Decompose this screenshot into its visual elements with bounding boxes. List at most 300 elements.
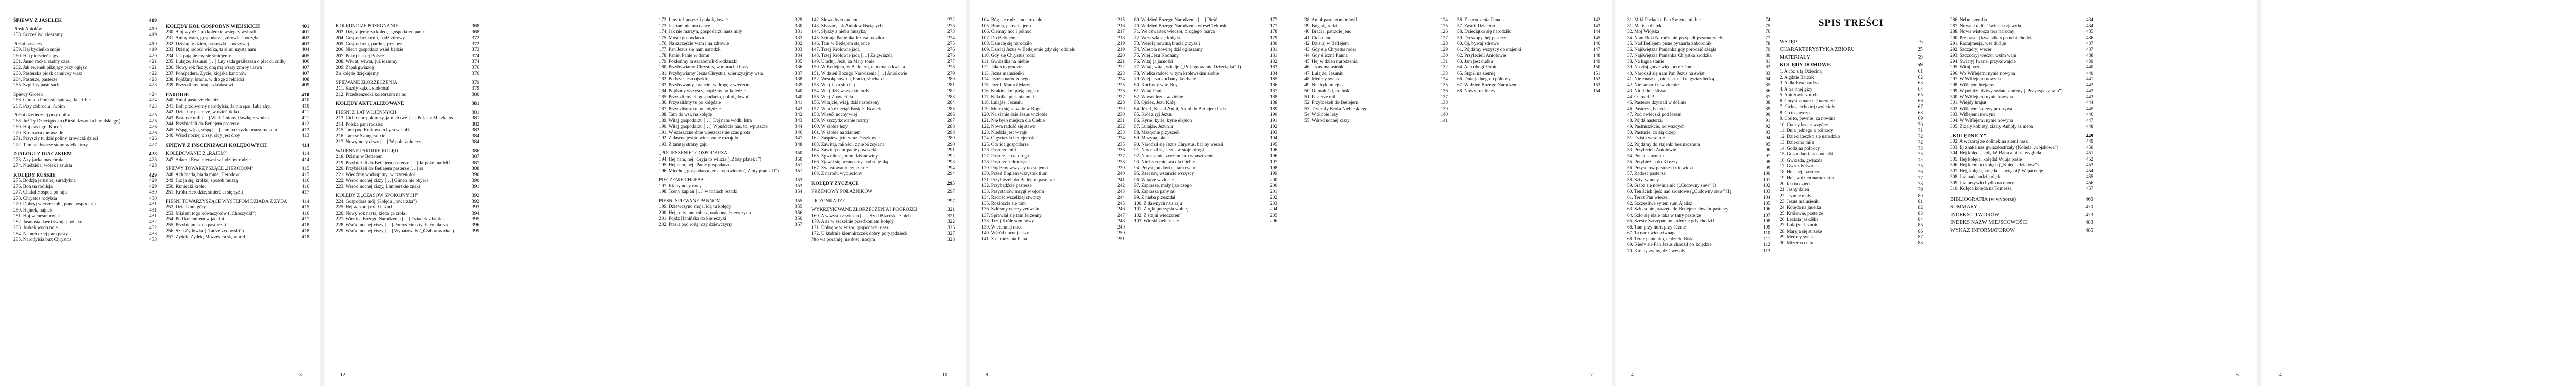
entry-title: 295. Witaj bożo	[1950, 65, 1981, 70]
toc-entry	[166, 98, 309, 104]
entry-title: Ntó wa poramię, ne dość, nocym	[811, 237, 875, 242]
entry-page-number: 73	[1918, 152, 1923, 157]
entry-page-number: 322	[947, 219, 955, 224]
entry-page-number: 435	[2086, 29, 2093, 34]
entry-title: 104. Bóg się rodzi, moc truchleje	[981, 17, 1046, 23]
entry-page-number: 410	[301, 98, 309, 103]
entry-page-number: 180	[1269, 41, 1277, 46]
toc-entry	[981, 47, 1125, 54]
entry-page-number: 445	[2086, 106, 2093, 112]
entry-title: 205. Gospodarzu, pardon, przebeż	[336, 41, 402, 47]
entry-title: 280. Hajnek, hajnek	[13, 207, 53, 213]
entry-title: 225. Hej wczoraj miał i ażod	[336, 205, 392, 210]
entry-page-number: 83	[1765, 71, 1770, 76]
entry-title: 168. Z narodu wypieciony	[811, 171, 862, 177]
toc-entry	[1304, 47, 1448, 54]
entry-page-number: 93	[1765, 130, 1770, 135]
left-page	[651, 0, 960, 386]
entry-page-number: 130	[1440, 53, 1448, 58]
entry-page-number: 92	[1765, 124, 1770, 129]
entry-page-number: 193	[1269, 130, 1277, 135]
entry-page-number: 65	[1918, 93, 1923, 98]
entry-title: 69. Kiedy sie Pan Jezus chodził po kolędzie	[1627, 242, 1712, 248]
entry-title: 77. Witaj, witaj, witalje („Pożegnowanie Dzieciątka” I)	[1134, 65, 1241, 70]
toc-entry	[1134, 154, 1277, 160]
toc-entry	[1950, 95, 2093, 101]
entry-page-number: 339	[794, 82, 802, 88]
entry-title: 285. Narodylsia bux Chrystos	[13, 237, 71, 242]
toc-entry	[1457, 83, 1600, 89]
entry-page-number: 199	[1269, 171, 1277, 177]
toc-entry	[1627, 24, 1770, 30]
entry-page-number: 89	[1765, 106, 1770, 112]
entry-page-number: 429	[149, 178, 157, 183]
entry-title: 144. Słyszy z nieba muzyką	[811, 29, 866, 34]
toc-entry	[1627, 249, 1770, 255]
toc-entry	[811, 171, 955, 178]
entry-title: 46. Jezus malusieńki	[1304, 65, 1345, 70]
entry-page-number: 427	[149, 142, 157, 148]
toc-entry	[1950, 163, 2093, 169]
entry-page-number: 224	[1117, 77, 1125, 82]
entry-title: 130. Przed Bogiem wszystek tłum	[981, 171, 1048, 177]
toc-entry	[659, 47, 802, 54]
entry-title: 62. Szczęśliwe sytem sum Ajalisz	[1627, 201, 1692, 206]
toc-entry	[1134, 213, 1277, 219]
entry-title: 106. Ciemny noc i północ	[981, 29, 1032, 34]
entry-page-number: 373	[471, 47, 479, 52]
toc-entry	[981, 53, 1125, 59]
entry-page-number: 250	[1117, 231, 1125, 236]
entry-title: 277. Chafał Hospod po raju	[13, 190, 67, 195]
entry-title: MATERIAŁY	[1780, 55, 1811, 60]
entry-page-number: 419	[149, 47, 157, 52]
entry-page-number: 218	[1117, 35, 1125, 41]
book-spread	[0, 0, 645, 386]
toc-entry	[166, 54, 309, 60]
entry-page-number: 194	[1269, 136, 1277, 141]
toc-entry	[13, 65, 157, 72]
entry-page-number: 223	[1117, 71, 1125, 76]
toc-entry	[981, 154, 1125, 160]
entry-title: 50. Oj maluśki, maluśki	[1304, 89, 1351, 94]
entry-page-number: 83	[1918, 211, 1923, 216]
toc-entry	[1304, 41, 1448, 47]
toc-entry	[811, 148, 955, 154]
page-number: 10	[942, 372, 947, 378]
toc-entry	[166, 235, 309, 241]
toc-entry	[13, 77, 157, 83]
entry-title: 220. Przybieżeli do Betlejem pasterze […] ss	[336, 166, 423, 171]
entry-title: 224. Gospodarz mój (Kolęda „towarzka”)	[336, 199, 417, 204]
toc-entry	[811, 41, 955, 47]
entry-page-number: 295	[947, 180, 955, 186]
entry-page-number: 332	[794, 35, 802, 41]
entry-page-number: 411	[302, 115, 309, 121]
entry-title: 290. Prekrasnej kwaladkas po nebi chodyla	[1950, 35, 2034, 41]
entry-title: 58. Szły, w nocy	[1627, 177, 1659, 183]
toc-entry	[981, 207, 1125, 213]
toc-entry	[1950, 118, 2093, 125]
entry-title: PRZEMOWY POŁAZNIKÓW	[811, 189, 873, 195]
toc-entry	[1134, 95, 1277, 101]
entry-title: 29. Mędrcy świata	[1780, 235, 1816, 240]
entry-page-number: 84	[1765, 77, 1770, 82]
toc-entry	[981, 237, 1125, 243]
entry-title: ŚPIEWY Z INSCENIZACJI KOLĘDOWYCH	[166, 142, 267, 148]
toc-entry	[1627, 237, 1770, 243]
entry-page-number: 390	[471, 172, 479, 178]
entry-title: 147. Trzej Królowie jadą	[811, 47, 860, 52]
toc-entry	[336, 92, 479, 98]
entry-page-number: 184	[1269, 71, 1277, 76]
toc-entry	[1780, 54, 1923, 61]
entry-page-number: 248	[1117, 219, 1125, 224]
entry-page-number: 399	[471, 229, 479, 234]
toc-entry	[1134, 142, 1277, 148]
entry-page-number: 88	[1765, 100, 1770, 106]
toc-entry	[1304, 36, 1448, 42]
right-page	[1619, 0, 1928, 386]
toc-entry	[811, 225, 955, 232]
entry-page-number: 189	[1269, 106, 1277, 112]
entry-page-number: 80	[1765, 53, 1770, 58]
toc-entry	[981, 100, 1125, 107]
entry-page-number: 343	[794, 118, 802, 124]
toc-entry	[1627, 195, 1770, 201]
entry-page-number: 425	[149, 113, 157, 118]
toc-entry	[13, 163, 157, 169]
toc-entry	[811, 219, 955, 225]
toc-entry	[1457, 59, 1600, 65]
entry-page-number: 425	[149, 103, 157, 109]
toc-entry	[981, 89, 1125, 95]
entry-page-number: 414	[301, 142, 309, 148]
entry-title: 183. Przybywamy, brancie, w drogę z wieczora	[659, 82, 751, 88]
entry-title: PIEŚNI Z LAT WOJENNYCH	[336, 110, 397, 115]
entry-page-number: 440	[2086, 65, 2093, 70]
entry-page-number: 416	[301, 210, 309, 216]
entry-title: Pieśni dźwięcznej przy dbiłku	[13, 113, 72, 118]
entry-title: 247. Adam i Ewa, pierwsi w ludziów rodzie	[166, 157, 251, 163]
toc-entry	[1780, 199, 1923, 205]
entry-page-number: 86	[1918, 229, 1923, 234]
entry-title: 227. Wieniec Bożego Narodzenia […] Dziadek z babką	[336, 217, 444, 222]
toc-entry	[981, 107, 1125, 113]
entry-page-number: 403	[301, 41, 309, 47]
entry-page-number: 453	[2086, 163, 2093, 168]
entry-page-number: 344	[794, 124, 802, 129]
entry-page-number: 136	[1440, 89, 1448, 94]
entry-title: 116. Krakiejakm pieją koguty	[981, 89, 1039, 94]
toc-entry	[336, 229, 479, 235]
entry-page-number: 95	[1765, 142, 1770, 147]
toc-column	[1134, 17, 1277, 369]
toc-entry	[1627, 130, 1770, 136]
toc-entry	[166, 65, 309, 72]
toc-entry	[1627, 183, 1770, 189]
entry-title: 54. Ponad stacuniu	[1627, 153, 1664, 159]
toc-entry	[1950, 203, 2093, 211]
entry-title: 127. Pasterz, co ta droga	[981, 153, 1029, 159]
entry-page-number: 449	[2086, 139, 2093, 144]
entry-page-number: 125	[1440, 23, 1448, 29]
entry-title: 137. Sprawiał się tam Jerzenny	[981, 213, 1042, 218]
entry-page-number: 448	[2086, 124, 2093, 129]
entry-title: 40. Narodził się nam Pan Jezus na świat	[1627, 71, 1705, 76]
entry-title: 8. Co to tawezp	[1780, 110, 1810, 116]
entry-page-number: 76	[1918, 169, 1923, 175]
entry-page-number: 283	[947, 94, 955, 100]
entry-title: 132. Przybądźcie pasterze	[981, 183, 1032, 188]
entry-page-number: 74	[1918, 157, 1923, 163]
toc-entry	[811, 214, 955, 220]
toc-entry	[1134, 36, 1277, 42]
toc-entry	[336, 184, 479, 190]
toc-entry	[659, 17, 802, 24]
entry-title: 268. Już Ty Dzieciątecku (Pieśń dzwonka huculskiego)	[13, 118, 121, 124]
entry-title: 166. Zjawił się przanosrny nad stajenką	[811, 160, 888, 165]
toc-entry	[811, 83, 955, 89]
entry-title: 239. Przyszli my tutaj, szkódasowi	[166, 83, 233, 88]
entry-page-number: 382	[471, 121, 479, 127]
entry-page-number: 379	[471, 80, 479, 85]
entry-title: 93. Nie było miejsca dla Ciebie	[1134, 160, 1195, 165]
toc-entry	[13, 32, 157, 39]
entry-page-number: 442	[2086, 89, 2093, 94]
entry-page-number: 407	[301, 65, 309, 71]
entry-page-number: 143	[1592, 23, 1600, 29]
entry-title: 296. Wo Wiflejemi nynie nowyna	[1950, 71, 2015, 76]
toc-entry	[981, 178, 1125, 184]
entry-page-number: 111	[1763, 236, 1770, 242]
toc-entry	[811, 65, 955, 71]
entry-page-number: 340	[794, 89, 802, 94]
entry-page-number: 66	[1918, 98, 1923, 104]
toc-entry	[659, 163, 802, 169]
toc-entry	[1950, 226, 2093, 234]
entry-title: 15. Gospodarki, gospodarki	[1780, 152, 1834, 157]
toc-entry	[981, 142, 1125, 148]
toc-entry	[981, 148, 1125, 154]
toc-entry	[811, 199, 955, 205]
entry-page-number: 415	[301, 172, 309, 178]
entry-page-number: 332	[794, 41, 802, 46]
toc-entry	[13, 54, 157, 60]
entry-title: 149. Uraduj, Jezu, sa Mary tonie	[811, 59, 875, 64]
entry-title: Za kolędę dziękujemy	[336, 71, 379, 76]
entry-title: 161. W złobie na zianiem	[811, 130, 861, 135]
section-heading-row	[1780, 61, 1923, 69]
toc-entry	[1457, 17, 1600, 24]
toc-entry	[1950, 112, 2093, 118]
entry-title: 76. Witaj ja jasności	[1134, 59, 1173, 64]
entry-title: 34. Nam Bożi Narodzenie przypadi pszarna wiely	[1627, 35, 1724, 41]
entry-title: 213. Cicha noc pokarczy, ja nieb twe […] Polak z Miszkatos	[336, 116, 453, 121]
section-heading-row	[13, 17, 157, 24]
entry-title: 267. Przy dobrociu Twoim	[13, 103, 65, 109]
toc-entry	[1780, 164, 1923, 170]
toc-entry	[1627, 83, 1770, 89]
entry-page-number: 396	[471, 222, 479, 228]
entry-page-number: 393	[471, 205, 479, 210]
entry-title: 21. Jasny dzień	[1780, 187, 1809, 192]
toc-entry	[166, 229, 309, 235]
entry-title: 6. Chrystus nam się narodził	[1780, 98, 1835, 104]
toc-entry	[1134, 41, 1277, 47]
section-heading-row	[1950, 133, 2093, 139]
toc-entry	[811, 160, 955, 166]
toc-entry	[659, 71, 802, 77]
entry-title: 14. Godzina północy	[1780, 146, 1820, 151]
entry-page-number: 340	[794, 94, 802, 100]
entry-page-number: 73	[1918, 146, 1923, 151]
entry-title: 226. Nowy rok nasta, kieda ça zroła	[336, 210, 405, 216]
entry-title: 283. Joskek wodu noje	[13, 225, 58, 231]
entry-page-number: 227	[1117, 94, 1125, 100]
toc-entry	[811, 142, 955, 148]
toc-entry	[981, 71, 1125, 77]
entry-page-number: 353	[794, 183, 802, 189]
section-heading-row	[166, 24, 309, 30]
toc-entry	[1304, 24, 1448, 30]
entry-title: 45. Pasterze dzyraali w dolinie	[1627, 100, 1687, 106]
toc-entry	[981, 171, 1125, 178]
toc-entry	[1950, 151, 2093, 157]
entry-title: 59. Do szopy, hej pasterze	[1457, 35, 1508, 41]
right-page	[2264, 0, 2573, 386]
entry-title: 301. Wiejdy hrajut	[1950, 100, 1987, 106]
toc-entry	[1304, 77, 1448, 83]
entry-page-number: 437	[2086, 47, 2093, 52]
entry-title: 148. Trzej Królowie jadą […] Za gwiazdą	[811, 53, 893, 58]
entry-page-number: 433	[149, 231, 157, 237]
entry-page-number: 198	[1269, 165, 1277, 171]
toc-column	[1627, 17, 1770, 369]
entry-title: 61. Teraz Pan wierzei	[1627, 195, 1669, 200]
toc-entry	[981, 201, 1125, 207]
entry-title: 10. Cudny las na wzgórzu	[1780, 122, 1830, 128]
entry-title: 22. Jezusie mały	[1780, 193, 1812, 199]
entry-title: 51. Pasterze mili	[1304, 94, 1337, 100]
entry-title: 252. Dziadkom góry	[166, 205, 206, 210]
entry-page-number: 273	[947, 23, 955, 29]
entry-page-number: 438	[2086, 53, 2093, 58]
entry-title: 200. Hej co ty tam robisz, nadobna dziewczyno	[659, 210, 751, 216]
toc-entry	[981, 41, 1125, 47]
entry-title: ŚPIEWY Z JASEŁEK	[13, 17, 62, 23]
entry-page-number: 141	[1440, 118, 1448, 124]
toc-entry	[1304, 118, 1448, 125]
toc-entry	[1780, 235, 1923, 241]
entry-title: 194. Hej nam, hej! Gryja to wilizia („Zloty płatek I”)	[659, 156, 762, 162]
toc-entry	[13, 27, 157, 33]
entry-page-number: 181	[1269, 47, 1277, 52]
toc-entry	[166, 77, 309, 83]
entry-page-number: 291	[947, 148, 955, 153]
entry-title: 47. Lulajże, Jezuniu	[1304, 71, 1344, 76]
entry-title: 309. Już przyszło bydło na obory	[1950, 180, 2014, 186]
entry-title: 181. Przybywiamy Jezus Chrystus, wieruzyajmy wsia	[659, 71, 764, 76]
entry-title: 100. Z dawnych nuz raju	[1134, 201, 1182, 206]
entry-page-number: 431	[149, 202, 157, 207]
entry-page-number: 335	[794, 59, 802, 64]
entry-title: 284. Na neb człęj para pasty	[13, 231, 69, 237]
entry-title: 231. Aniby wam, gospodarze, zdrowie spoczęła	[166, 36, 259, 41]
entry-title: 44. O Józefie!	[1627, 94, 1654, 100]
entry-page-number: 245	[1117, 201, 1125, 206]
entry-title: 212. Przedsenzecki kołebrzem na no	[336, 92, 407, 97]
toc-entry	[1134, 183, 1277, 189]
toc-entry	[1950, 41, 2093, 47]
entry-page-number: 142	[1592, 17, 1600, 23]
book-gutter	[965, 0, 971, 386]
entry-title: 28. Maryja się strzeże	[1780, 229, 1822, 234]
toc-entry	[1457, 89, 1600, 95]
entry-title: 263. Pasterska piosk cannicky wasz	[13, 71, 83, 76]
toc-entry	[659, 107, 802, 113]
page-number: 9	[986, 372, 988, 378]
entry-page-number: 381	[471, 116, 479, 121]
toc-entry	[166, 184, 309, 190]
entry-title: 39. Bóg się rodzi	[1304, 23, 1338, 29]
entry-page-number: 110	[1763, 231, 1770, 236]
entry-page-number: 483	[2085, 219, 2093, 225]
toc-entry	[659, 184, 802, 190]
entry-title: 286. Nebo i zemlia	[1950, 17, 1987, 23]
entry-title: 126. Pasterze mili	[981, 148, 1016, 153]
entry-page-number: 355	[794, 204, 802, 209]
toc-entry	[13, 71, 157, 77]
toc-entry	[1950, 53, 2093, 59]
entry-page-number: 135	[1440, 82, 1448, 88]
toc-entry	[1627, 89, 1770, 95]
section-heading-row	[13, 151, 157, 157]
entry-page-number: 75	[1918, 164, 1923, 169]
toc-entry	[1627, 225, 1770, 231]
entry-page-number: 388	[471, 166, 479, 171]
page-number: 5	[2236, 372, 2239, 378]
entry-page-number: 387	[471, 154, 479, 160]
entry-title: 279. Dobryj wieczer tobi, pane hospodarju	[13, 202, 96, 207]
entry-page-number: 447	[2086, 118, 2093, 124]
entry-title: 288. Nowa wistosza tera narodny	[1950, 29, 2015, 34]
entry-page-number: 79	[1918, 187, 1923, 192]
entry-title: 159. W szczytkowanie rozmy	[811, 118, 869, 124]
toc-entry	[336, 211, 479, 217]
entry-page-number: 428	[149, 151, 157, 157]
entry-page-number: 430	[149, 190, 157, 195]
toc-entry	[1627, 112, 1770, 118]
entry-title: 59. Sraba się nowinie nić („Cudowny siew” I)	[1627, 183, 1716, 188]
entry-title: 292. Szczadryj wecer	[1950, 47, 1992, 52]
entry-title: 196. Miechuj, gospodarzu, ze ci opowiemy („Zloty płatek II”)	[659, 168, 779, 174]
toc-entry	[1134, 130, 1277, 136]
toc-entry	[1950, 157, 2093, 163]
entry-title: 251. Królu Herodzie, śmierć ci się zyźli	[166, 190, 243, 195]
entry-page-number: 394	[471, 210, 479, 216]
entry-title: 23. Jezus malusieńki	[1780, 199, 1820, 204]
entry-page-number: 59	[1917, 62, 1923, 68]
entry-page-number: 432	[149, 219, 157, 225]
entry-title: 95. Rzeczsy, wstańcie wszyscy	[1134, 171, 1194, 177]
toc-entry	[1304, 95, 1448, 101]
entry-page-number: 103	[1762, 189, 1770, 195]
entry-title: 211. Każdy kąkol, stokłosa!	[336, 86, 390, 91]
entry-title: WYKAZ INFORMATORÓW	[1950, 227, 2015, 233]
toc-entry	[1627, 65, 1770, 71]
toc-entry	[1950, 107, 2093, 113]
